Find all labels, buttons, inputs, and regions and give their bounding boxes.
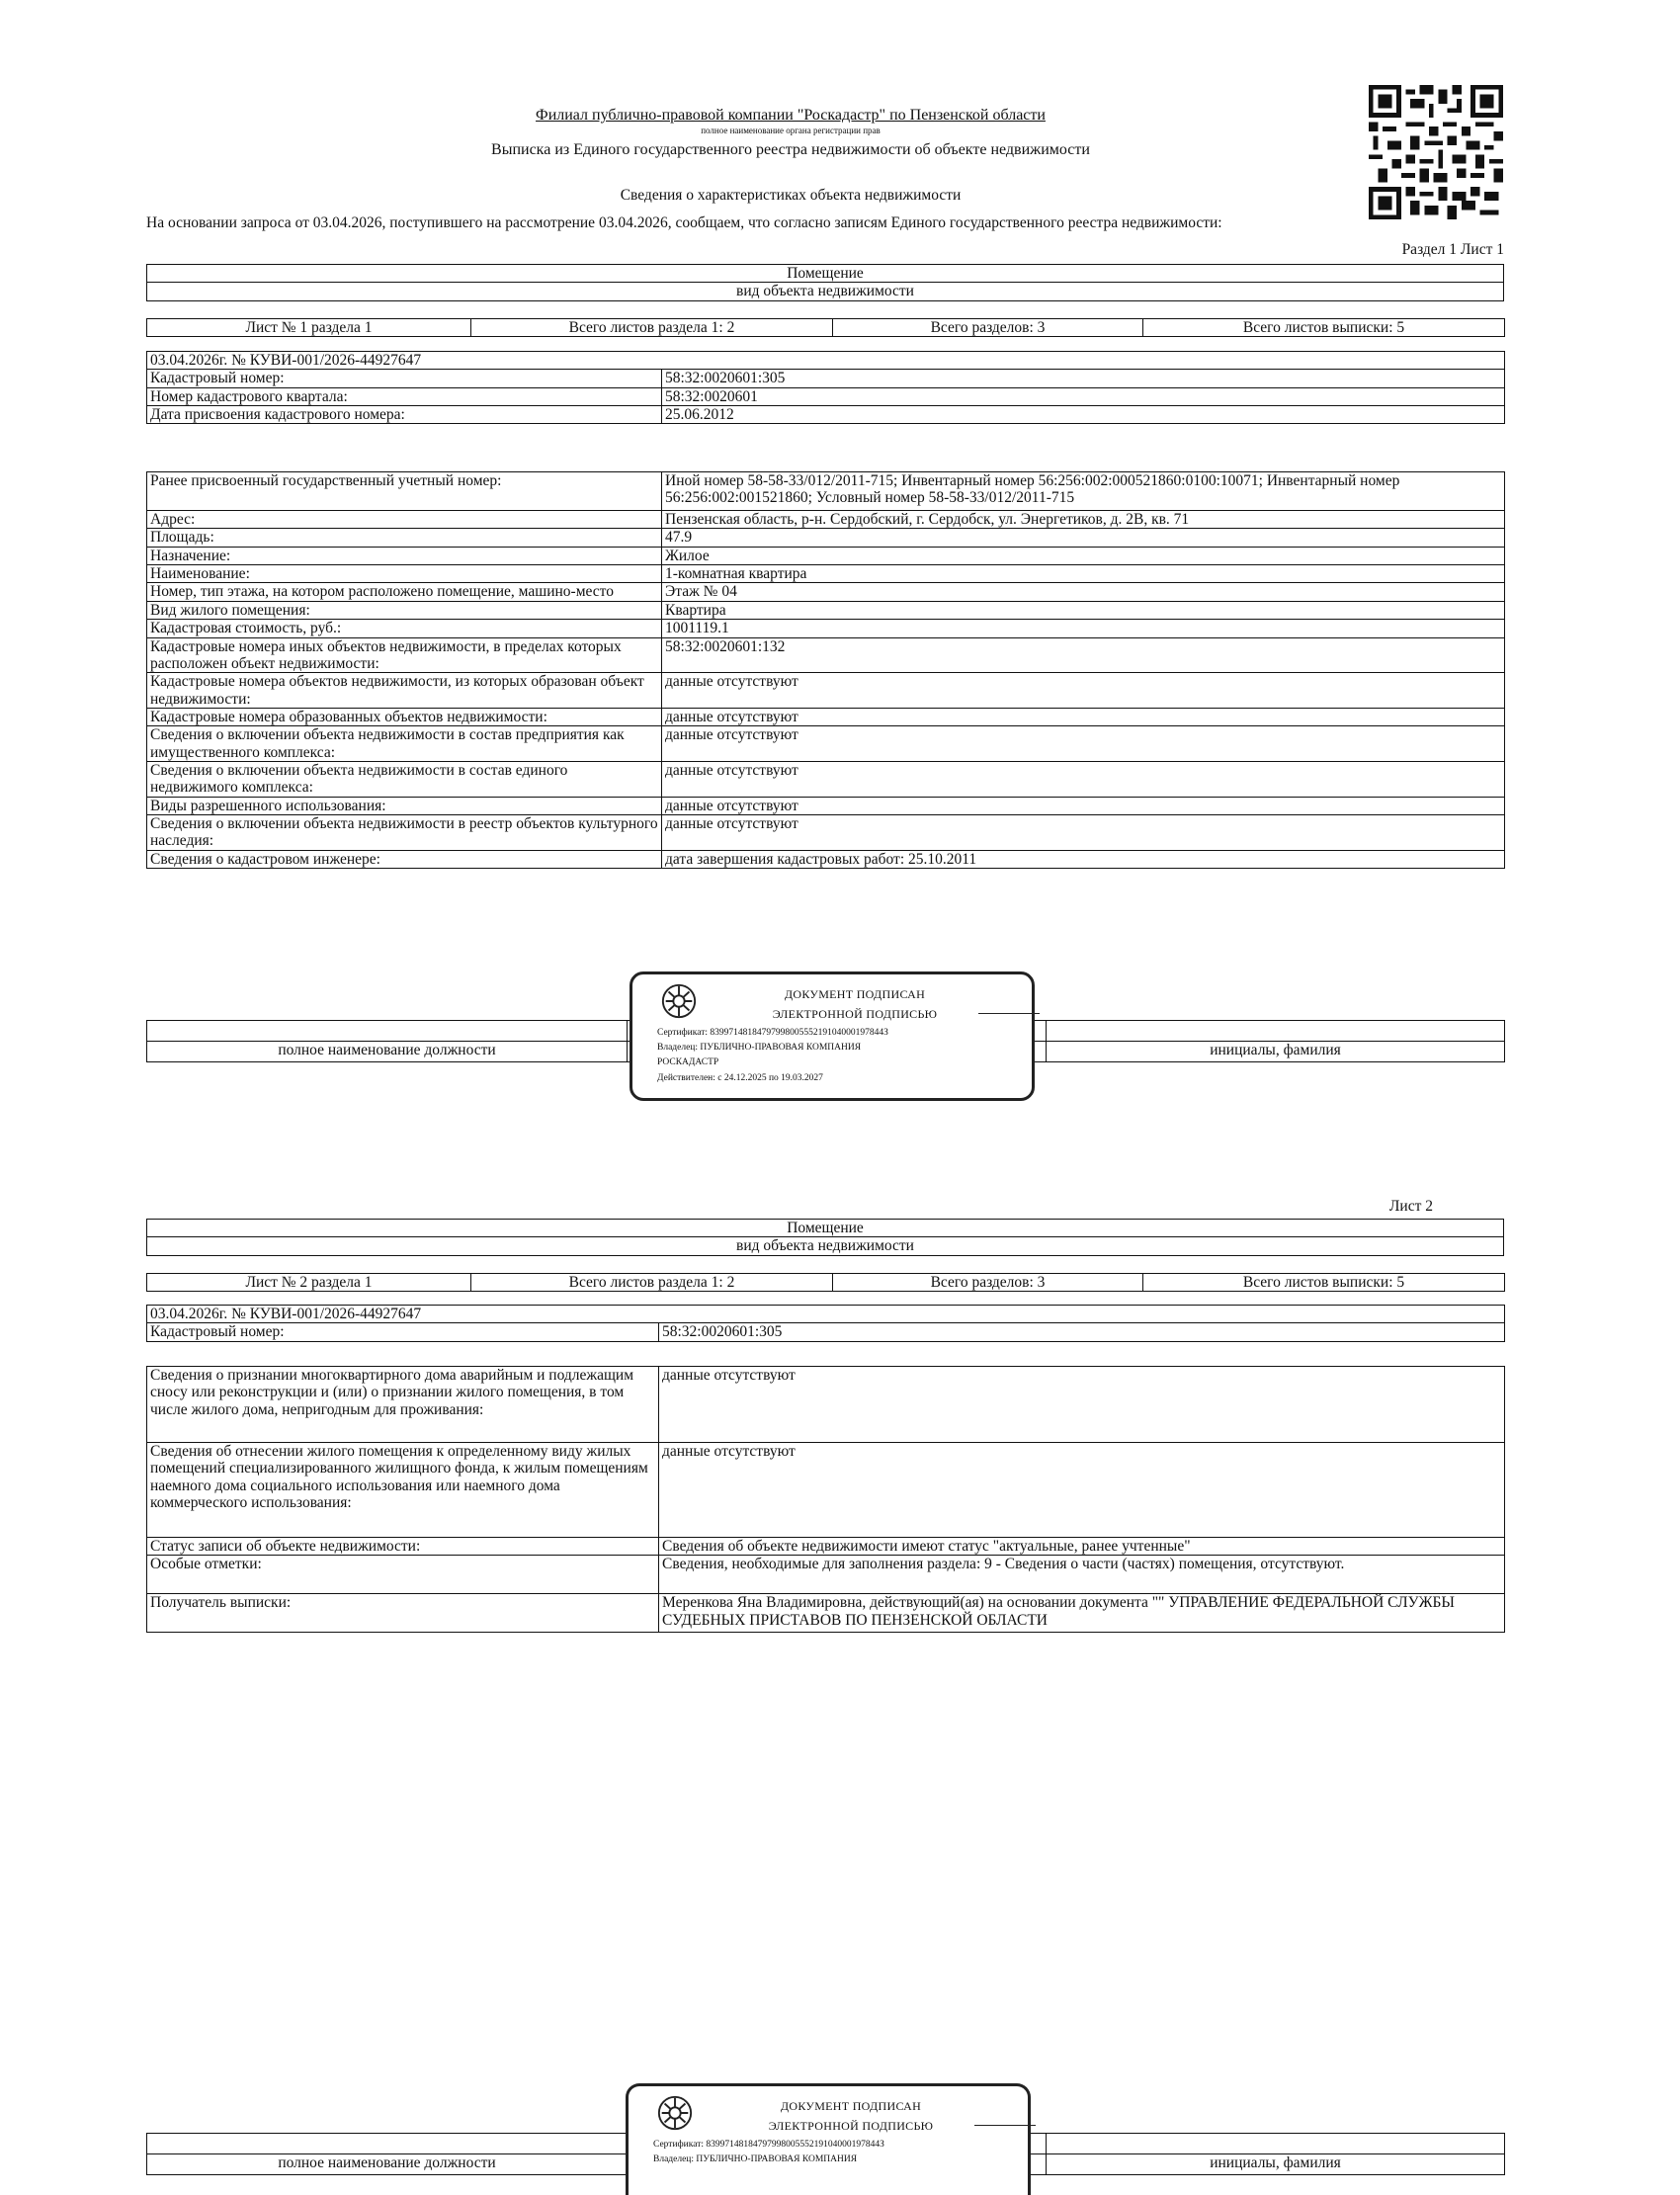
row-label: Вид жилого помещения: — [147, 601, 662, 619]
row-label: Номер, тип этажа, на котором расположено помещение, машино-место — [147, 583, 662, 601]
cadastral-block: 58:32:0020601 — [662, 387, 1505, 405]
sections-total-2: Всего разделов: 3 — [833, 1274, 1143, 1292]
assignment-date: 25.06.2012 — [662, 406, 1505, 424]
name-caption-2: инициалы, фамилия — [1047, 2154, 1505, 2175]
row-label: Сведения о признании многоквартирного дома аварийным и подлежащим сносу или реконструкции и (или) о признании жилого помещения, в том числе жилого дома, непригодным для проживания: — [147, 1367, 659, 1443]
sheet-number-2: Лист № 2 раздела 1 — [147, 1274, 471, 1292]
object-type-table-2 — [146, 1219, 1504, 1256]
org-name: Филиал публично-правовой компании "Роскадастр" по Пензенской области — [536, 107, 1046, 124]
row-value: Иной номер 58-58-33/012/2011-715; Инвентарный номер 56:256:002:000521860:0100:10071; Инвентарный номер 56:256:002:001521860; Условный номер 58-58-33/012/2011-715 — [662, 472, 1505, 511]
object-type-caption-2: вид объекта недвижимости — [147, 1237, 1504, 1255]
id-row — [147, 1323, 1505, 1341]
table-row — [147, 565, 1505, 583]
table-row — [147, 620, 1505, 637]
table-row — [147, 1443, 1505, 1538]
table-row — [147, 529, 1505, 547]
row-label: Дата присвоения кадастрового номера: — [147, 406, 662, 424]
row-label: Сведения о включении объекта недвижимости в состав единого недвижимого комплекса: — [147, 762, 662, 798]
row-label: Назначение: — [147, 547, 662, 564]
qr-code — [1369, 85, 1503, 219]
row-value: Квартира — [662, 601, 1505, 619]
row-label: Наименование: — [147, 565, 662, 583]
row-label: Кадастровые номера иных объектов недвижимости, в пределах которых расположен объект недвижимости: — [147, 637, 662, 673]
row-value: данные отсутствуют — [662, 673, 1505, 709]
table-row — [147, 511, 1505, 529]
signature-stamp-2 — [626, 2083, 1031, 2195]
row-label: Кадастровый номер: — [147, 1323, 659, 1341]
row-label: Сведения о включении объекта недвижимости в реестр объектов культурного наследия: — [147, 815, 662, 851]
sheet-ref: Раздел 1 Лист 1 — [1401, 241, 1504, 258]
row-label: Адрес: — [147, 511, 662, 529]
row-label: Виды разрешенного использования: — [147, 797, 662, 814]
row-value: 1001119.1 — [662, 620, 1505, 637]
id-row — [147, 406, 1505, 424]
row-value: Меренкова Яна Владимировна, действующий(ая) на основании документа "" УПРАВЛЕНИЕ ФЕДЕРАЛЬНОЙ СЛУЖБЫ СУДЕБНЫХ ПРИСТАВОВ ПО ПЕНЗЕНСКОЙ ОБЛАСТИ — [659, 1594, 1505, 1633]
cadastral-number: 58:32:0020601:305 — [662, 370, 1505, 387]
extract-sheets-total: Всего листов выписки: 5 — [1143, 319, 1505, 337]
position-caption-2: полное наименование должности — [147, 2154, 628, 2175]
stamp-cert-2: Сертификат: 8399714818479799800555219104000197844З — [653, 2140, 884, 2150]
sheet-info-table — [146, 318, 1505, 337]
table-row — [147, 850, 1505, 868]
stamp-owner: Владелец: ПУБЛИЧНО-ПРАВОВАЯ КОМПАНИЯ — [657, 1043, 862, 1054]
table-row — [147, 797, 1505, 814]
sheet-info-table-2 — [146, 1273, 1505, 1292]
table-row — [147, 726, 1505, 762]
row-label: Особые отметки: — [147, 1556, 659, 1594]
table-row — [147, 708, 1505, 725]
row-value: данные отсутствуют — [662, 726, 1505, 762]
doc-number-2: 03.04.2026г. № КУВИ-001/2026-44927647 — [147, 1306, 1505, 1323]
roskadastr-logo-icon — [660, 982, 698, 1020]
row-label: Площадь: — [147, 529, 662, 547]
row-label: Кадастровые номера образованных объектов недвижимости: — [147, 708, 662, 725]
position-caption: полное наименование должности — [147, 1042, 628, 1062]
table-row — [147, 1367, 1505, 1443]
object-type-caption: вид объекта недвижимости — [147, 283, 1504, 300]
characteristics-table-2 — [146, 1366, 1505, 1633]
id-row — [147, 370, 1505, 387]
stamp-line2: ЭЛЕКТРОННОЙ ПОДПИСЬЮ — [772, 1007, 938, 1021]
row-value: Этаж № 04 — [662, 583, 1505, 601]
row-value: данные отсутствуют — [662, 762, 1505, 798]
stamp-valid: Действителен: с 24.12.2025 по 19.03.2027 — [657, 1072, 823, 1083]
row-label: Ранее присвоенный государственный учетный номер: — [147, 472, 662, 511]
object-type-table — [146, 264, 1504, 301]
stamp-line1: ДОКУМЕНТ ПОДПИСАН — [784, 987, 926, 1001]
table-row — [147, 673, 1505, 709]
table-row — [147, 1538, 1505, 1556]
stamp-line1-2: ДОКУМЕНТ ПОДПИСАН — [780, 2099, 922, 2113]
extract-sheets-total-2: Всего листов выписки: 5 — [1143, 1274, 1505, 1292]
stamp-owner-2: Владелец: ПУБЛИЧНО-ПРАВОВАЯ КОМПАНИЯ — [653, 2154, 858, 2165]
section-sheets-total: Всего листов раздела 1: 2 — [471, 319, 833, 337]
stamp-cert: Сертификат: 8399714818479799800555219104000197844З — [657, 1028, 888, 1038]
row-value: 58:32:0020601:132 — [662, 637, 1505, 673]
object-type-2: Помещение — [147, 1220, 1504, 1237]
table-row — [147, 547, 1505, 564]
roskadastr-logo-icon — [656, 2094, 694, 2132]
sections-total: Всего разделов: 3 — [833, 319, 1143, 337]
row-label: Получатель выписки: — [147, 1594, 659, 1633]
stamp-line2-2: ЭЛЕКТРОННОЙ ПОДПИСЬЮ — [768, 2119, 934, 2133]
doc-number: 03.04.2026г. № КУВИ-001/2026-44927647 — [147, 352, 1505, 370]
object-type: Помещение — [147, 265, 1504, 283]
table-row — [147, 637, 1505, 673]
sheet-number: Лист № 1 раздела 1 — [147, 319, 471, 337]
row-value: данные отсутствуют — [662, 797, 1505, 814]
section-title: Сведения о характеристиках объекта недвижимости — [620, 187, 962, 204]
doc-title: Выписка из Единого государственного реестра недвижимости об объекте недвижимости — [491, 141, 1090, 158]
table-row — [147, 601, 1505, 619]
row-value: Пензенская область, р-н. Сердобский, г. Сердобск, ул. Энергетиков, д. 2В, кв. 71 — [662, 511, 1505, 529]
row-value: данные отсутствуют — [662, 708, 1505, 725]
characteristics-table — [146, 471, 1505, 869]
row-value: данные отсутствуют — [659, 1443, 1505, 1538]
row-label: Сведения о включении объекта недвижимости в состав предприятия как имущественного комплекса: — [147, 726, 662, 762]
row-label: Сведения о кадастровом инженере: — [147, 850, 662, 868]
org-caption: полное наименование органа регистрации прав — [701, 126, 881, 135]
row-label: Кадастровый номер: — [147, 370, 662, 387]
table-row — [147, 1594, 1505, 1633]
row-value: данные отсутствуют — [659, 1367, 1505, 1443]
table-row — [147, 1556, 1505, 1594]
row-label: Кадастровые номера объектов недвижимости, из которых образован объект недвижимости: — [147, 673, 662, 709]
table-row — [147, 583, 1505, 601]
row-value: данные отсутствуют — [662, 815, 1505, 851]
row-label: Статус записи об объекте недвижимости: — [147, 1538, 659, 1556]
row-label: Номер кадастрового квартала: — [147, 387, 662, 405]
cadastral-number-2: 58:32:0020601:305 — [659, 1323, 1505, 1341]
intro-text: На основании запроса от 03.04.2026, поступившего на рассмотрение 03.04.2026, сообщаем, что согласно записям Единого государственного реестра недвижимости: — [146, 214, 1222, 231]
sheet-ref-2: Лист 2 — [1388, 1198, 1433, 1215]
row-value: 1-комнатная квартира — [662, 565, 1505, 583]
row-value: дата завершения кадастровых работ: 25.10.2011 — [662, 850, 1505, 868]
row-value: Сведения об объекте недвижимости имеют статус "актуальные, ранее учтенные" — [659, 1538, 1505, 1556]
stamp-owner2: РОСКАДАСТР — [657, 1057, 719, 1068]
id-table-2 — [146, 1305, 1505, 1342]
row-value: Сведения, необходимые для заполнения раздела: 9 - Сведения о части (частях) помещения, отсутствуют. — [659, 1556, 1505, 1594]
table-row — [147, 472, 1505, 511]
row-label: Сведения об отнесении жилого помещения к определенному виду жилых помещений специализированного жилищного фонда, к жилым помещениям наемного дома социального использования или наемного дома коммерческого использования: — [147, 1443, 659, 1538]
row-label: Кадастровая стоимость, руб.: — [147, 620, 662, 637]
name-caption: инициалы, фамилия — [1047, 1042, 1505, 1062]
id-row — [147, 387, 1505, 405]
table-row — [147, 762, 1505, 798]
section-sheets-total-2: Всего листов раздела 1: 2 — [471, 1274, 833, 1292]
table-row — [147, 815, 1505, 851]
row-value: Жилое — [662, 547, 1505, 564]
signature-stamp — [630, 971, 1035, 1101]
id-table — [146, 351, 1505, 424]
row-value: 47.9 — [662, 529, 1505, 547]
